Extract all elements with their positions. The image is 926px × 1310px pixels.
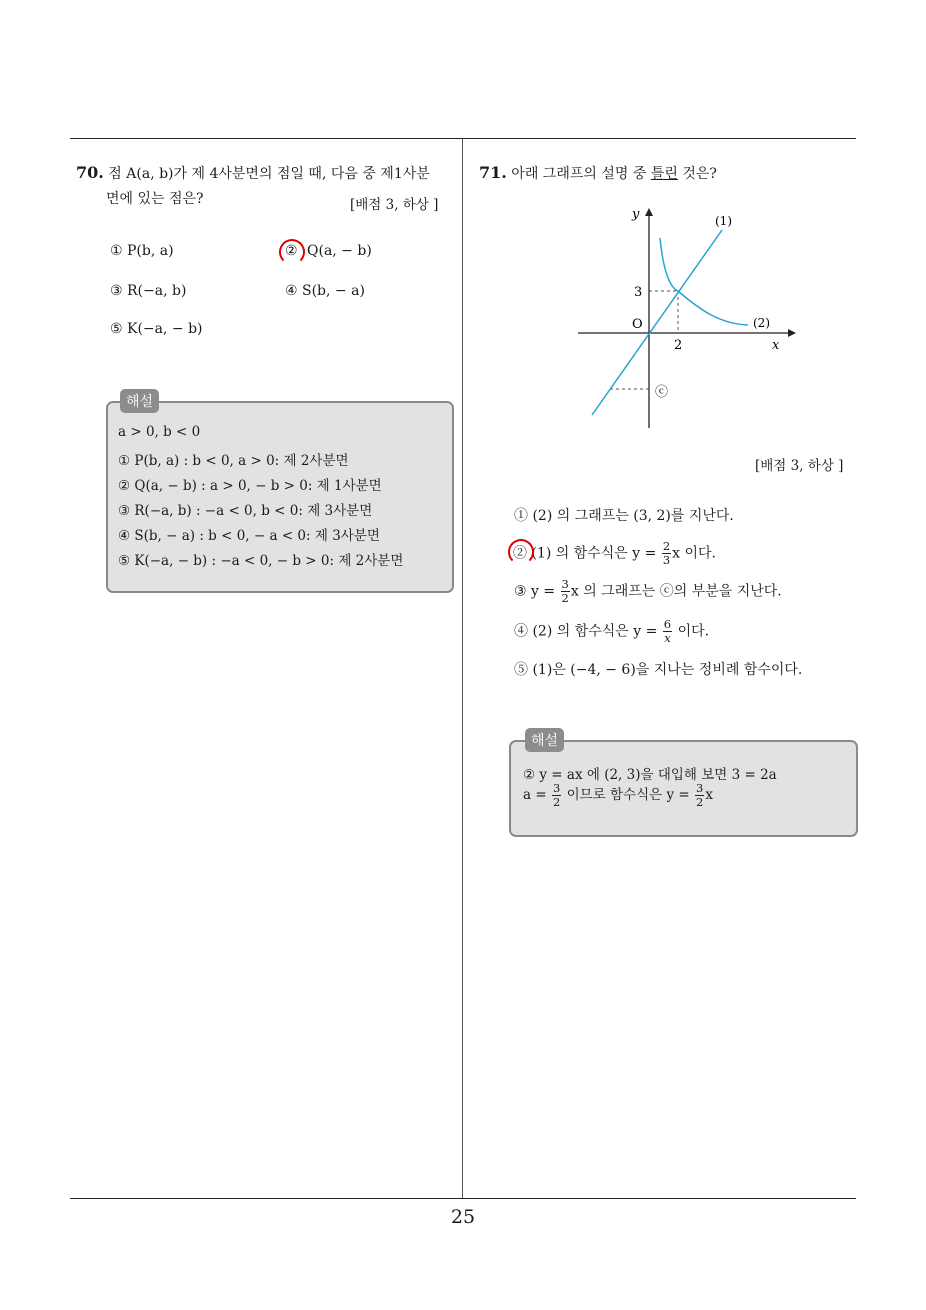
question-71-score: [배점 3, 하상 ] [755,458,844,474]
question-70-line1 [76,160,430,187]
q70-option-2[interactable]: Q(a, − b) [307,243,372,259]
x-axis-arrow [788,329,796,337]
q70-option-1[interactable]: ① P(b, a) [110,243,174,259]
q70-solution-line: ① P(b, a) : b < 0, a > 0: 제 2사분면 [118,453,349,469]
q70-solution-line: ② Q(a, − b) : a > 0, − b > 0: 제 1사분면 [118,478,382,494]
q71-solution-line: ② y = ax 에 (2, 3)을 대입해 보면 3 = 2a [523,767,777,783]
q71-option-3[interactable] [514,578,782,605]
question-70-text: 점 A(a, b)가 제 4사분면의 점일 때, 다음 중 제1사분 [108,166,430,182]
region-label: ⓒ [655,385,669,400]
answer-circle-mark [508,539,534,565]
q71-option-2-tail: x 이다. [672,545,716,562]
top-rule [70,138,856,139]
y-axis-label: y [632,207,640,222]
y-axis-arrow [645,208,653,216]
question-71-text: 아래 그래프의 설명 중 [511,166,651,182]
answer-circle-mark [279,239,305,265]
question-71-text-end: 것은? [677,166,717,182]
graph-2-label: (2) [753,316,770,330]
q71-graph [570,200,800,432]
q70-solution-line: a > 0, b < 0 [118,424,201,440]
q70-solution-box [106,394,454,593]
q70-option-5[interactable]: ⑤ K(−a, − b) [110,321,203,337]
graph-1-label: (1) [715,214,732,228]
fraction: $\frac{3}{2}$ [561,577,569,605]
origin-label: O [632,317,643,332]
q70-option-3[interactable]: ③ R(−a, b) [110,283,187,299]
q71-option-3-tail: x 의 그래프는 ⓒ의 부분을 지난다. [570,583,782,600]
question-71-number: 71. [479,163,507,182]
q70-solution-line: ④ S(b, − a) : b < 0, − a < 0: 제 3사분면 [118,528,380,544]
q70-solution-line: ③ R(−a, b) : −a < 0, b < 0: 제 3사분면 [118,503,373,519]
q71-option-4-tail: 이다. [677,623,710,640]
q71-option-4[interactable] [514,618,709,645]
q71-option-2-mark: ② [513,545,527,562]
question-70-score: [배점 3, 하상 ] [350,197,439,213]
tick-label-3: 3 [634,285,643,300]
q71-option-1[interactable]: ① (2) 의 그래프는 (3, 2)를 지난다. [514,508,734,524]
q71-option-5[interactable]: ⑤ (1)은 (−4, − 6)을 지나는 정비례 함수이다. [514,662,803,678]
q70-solution-line: ⑤ K(−a, − b) : −a < 0, − b > 0: 제 2사분면 [118,553,404,569]
q71-option-2-text: (1) 의 함수식은 y = [531,545,657,562]
q70-option-4[interactable]: ④ S(b, − a) [285,283,365,299]
bottom-rule [70,1198,856,1199]
q70-solution-tag: 해설 [120,389,159,413]
q71-solution-box [509,733,858,837]
column-divider [462,139,463,1198]
q71-option-4-text: ④ (2) 의 함수식은 y = [514,623,658,640]
q70-option-2-mark[interactable]: ② [285,243,298,259]
x-axis-label: x [772,338,780,353]
curve-graph-2 [660,238,748,325]
question-70-number: 70. [76,163,104,182]
tick-label-2: 2 [674,338,683,353]
q71-solution-tag: 해설 [525,728,564,752]
question-71-stem [479,160,717,187]
page-number: 25 [450,1206,476,1228]
question-70-line2: 면에 있는 점은? [106,191,204,207]
fraction: $\frac{2}{3}$ [662,539,671,567]
question-71-underlined: 틀린 [650,166,678,182]
q71-solution-line-2: a = $\frac{3}{2}$ 이므로 함수식은 y = $\frac{3}{2}$ x [523,781,713,809]
q71-option-3-text: ③ y = [514,583,556,600]
q71-option-2[interactable] [513,540,716,567]
fraction: $\frac{6}{x}$ [663,617,672,645]
